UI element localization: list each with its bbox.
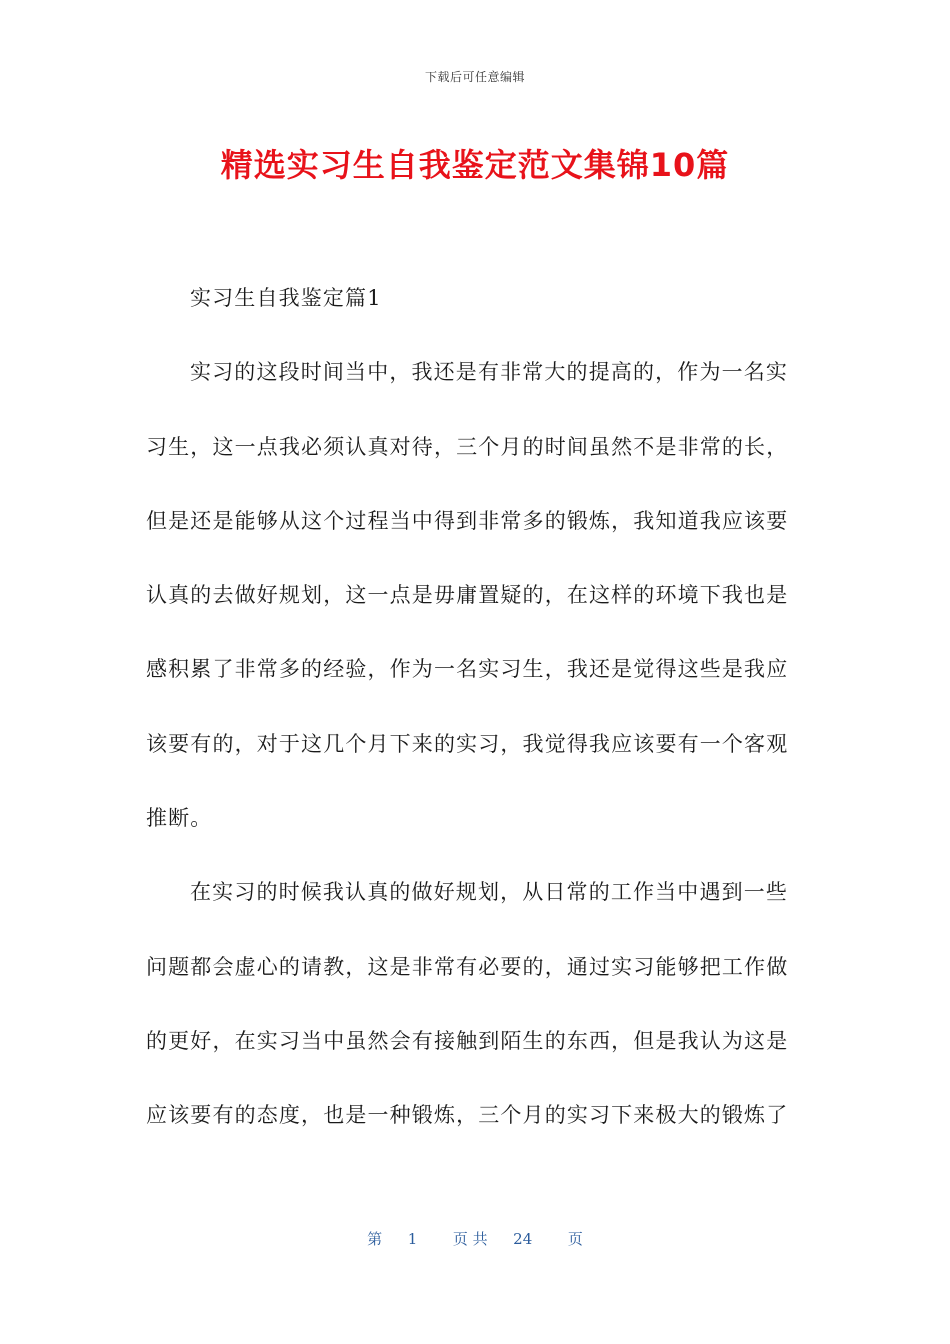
document-title: 精选实习生自我鉴定范文集锦10篇 bbox=[220, 146, 730, 184]
page-total: 24 bbox=[513, 1230, 533, 1248]
paragraph-line: 习生，这一点我必须认真对待，三个月的时间虽然不是非常的长， bbox=[146, 434, 789, 459]
paragraph-line: 推断。 bbox=[146, 806, 213, 831]
page-suffix: 页 bbox=[567, 1230, 583, 1248]
paragraph-line: 应该要有的态度，也是一种锻炼，三个月的实习下来极大的锻炼了 bbox=[146, 1103, 789, 1128]
page-prefix: 第 bbox=[367, 1230, 383, 1248]
paragraph-line: 实习的这段时间当中，我还是有非常大的提高的，作为一名实 bbox=[190, 360, 789, 385]
page-middle: 页 共 bbox=[452, 1230, 488, 1248]
page-current: 1 bbox=[407, 1230, 418, 1248]
paragraph-line: 感积累了非常多的经验，作为一名实习生，我还是觉得这些是我应 bbox=[146, 657, 789, 682]
paragraph-line: 的更好，在实习当中虽然会有接触到陌生的东西，但是我认为这是 bbox=[146, 1028, 789, 1053]
paragraph-line: 认真的去做好规划，这一点是毋庸置疑的，在这样的环境下我也是 bbox=[146, 583, 789, 608]
page-number-footer bbox=[0, 1228, 950, 1249]
section-heading: 实习生自我鉴定篇1 bbox=[190, 286, 382, 310]
paragraph-line: 问题都会虚心的请教，这是非常有必要的，通过实习能够把工作做 bbox=[146, 954, 789, 979]
paragraph-line: 但是还是能够从这个过程当中得到非常多的锻炼，我知道我应该要 bbox=[146, 508, 789, 533]
document-body bbox=[146, 271, 792, 1163]
paragraph-line: 该要有的，对于这几个月下来的实习，我觉得我应该要有一个客观 bbox=[146, 731, 789, 756]
header-note: 下载后可任意编辑 bbox=[424, 70, 525, 84]
paragraph-line: 在实习的时候我认真的做好规划，从日常的工作当中遇到一些 bbox=[190, 880, 789, 905]
